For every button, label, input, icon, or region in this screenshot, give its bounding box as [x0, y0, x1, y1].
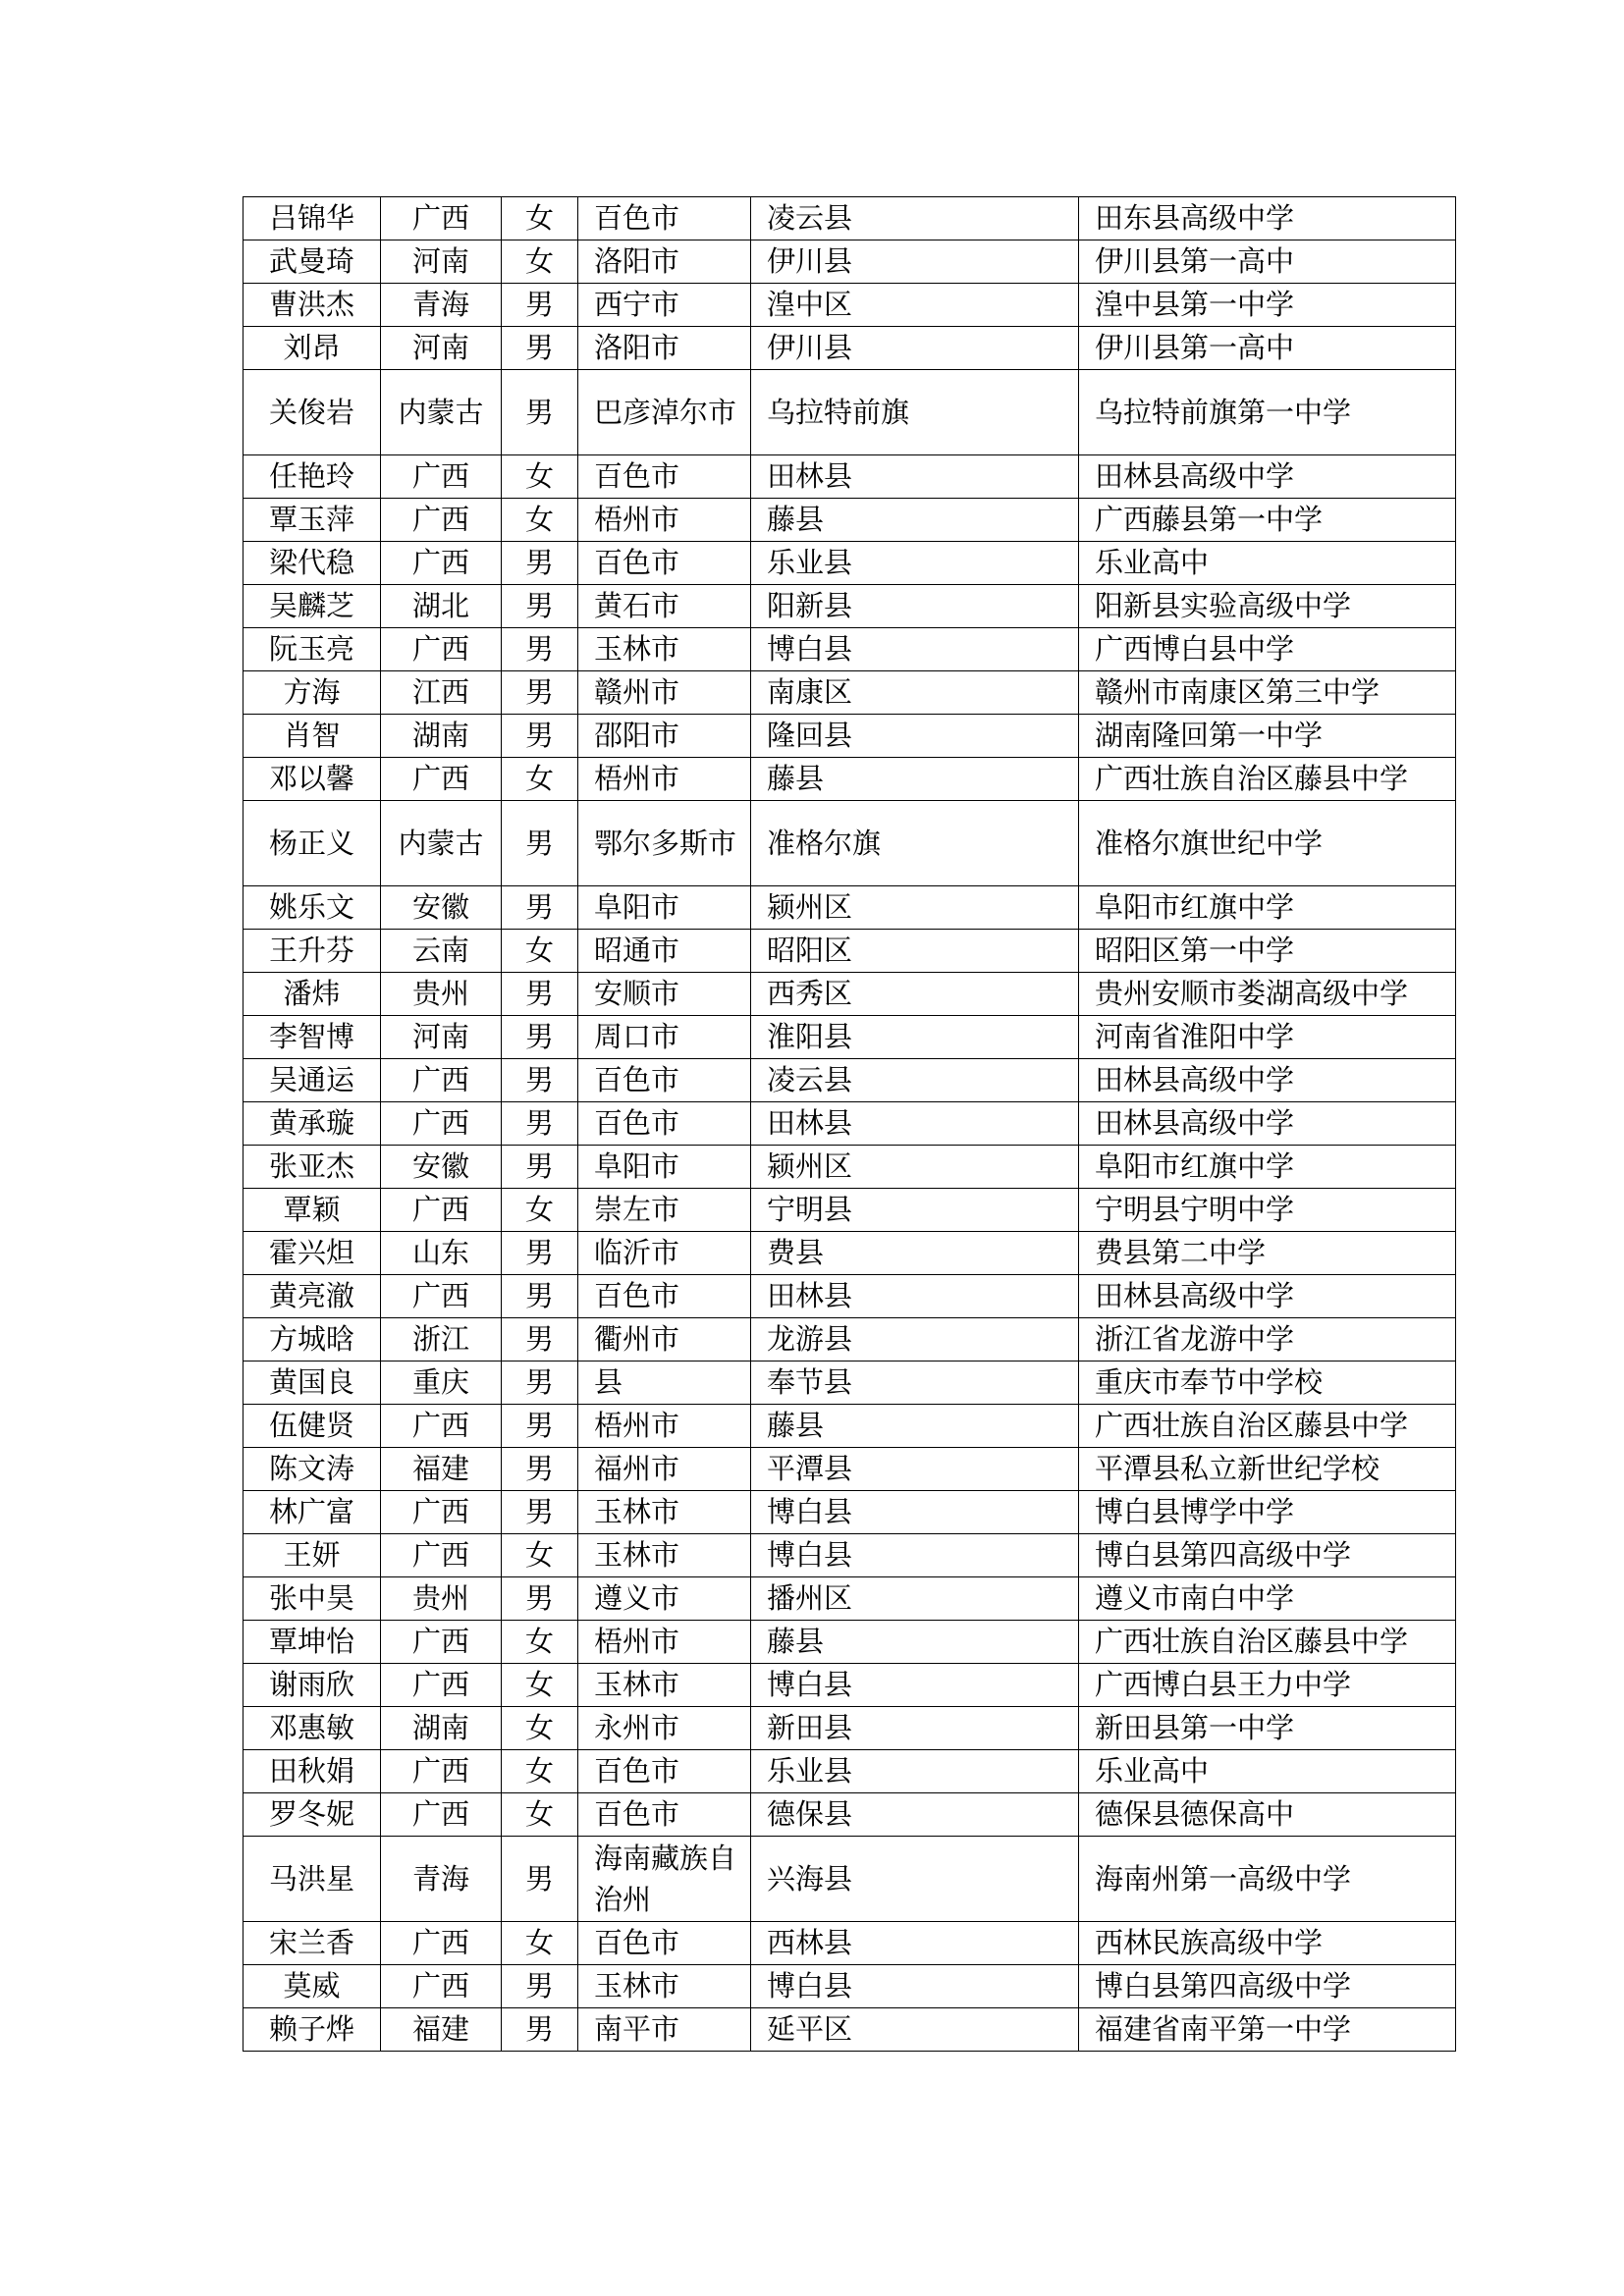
city-cell: 阜阳市 — [578, 1146, 751, 1189]
table-row — [244, 1146, 1456, 1189]
table-row — [244, 1448, 1456, 1491]
province-cell: 广西 — [381, 1534, 502, 1577]
city-cell: 百色市 — [578, 455, 751, 499]
table-row — [244, 1491, 1456, 1534]
gender-cell: 女 — [502, 1189, 578, 1232]
table-row — [244, 2008, 1456, 2052]
county-cell: 宁明县 — [751, 1189, 1079, 1232]
school-cell: 平潭县私立新世纪学校 — [1079, 1448, 1456, 1491]
name-cell: 梁代稳 — [244, 542, 381, 585]
city-cell: 赣州市 — [578, 671, 751, 715]
gender-cell: 男 — [502, 973, 578, 1016]
gender-cell: 女 — [502, 1750, 578, 1793]
province-cell: 广西 — [381, 1793, 502, 1837]
school-cell: 博白县第四高级中学 — [1079, 1534, 1456, 1577]
province-cell: 广西 — [381, 628, 502, 671]
name-cell: 潘炜 — [244, 973, 381, 1016]
gender-cell: 男 — [502, 1362, 578, 1405]
table-row — [244, 930, 1456, 973]
school-cell: 贵州安顺市娄湖高级中学 — [1079, 973, 1456, 1016]
table-row — [244, 801, 1456, 886]
school-cell: 广西壮族自治区藤县中学 — [1079, 758, 1456, 801]
gender-cell: 男 — [502, 1146, 578, 1189]
school-cell: 准格尔旗世纪中学 — [1079, 801, 1456, 886]
name-cell: 赖子烨 — [244, 2008, 381, 2052]
city-cell: 玉林市 — [578, 1491, 751, 1534]
name-cell: 王升芬 — [244, 930, 381, 973]
province-cell: 重庆 — [381, 1362, 502, 1405]
school-cell: 德保县德保高中 — [1079, 1793, 1456, 1837]
county-cell: 藤县 — [751, 499, 1079, 542]
city-cell: 安顺市 — [578, 973, 751, 1016]
county-cell: 平潭县 — [751, 1448, 1079, 1491]
roster-table-body — [244, 197, 1456, 2052]
province-cell: 云南 — [381, 930, 502, 973]
school-cell: 广西壮族自治区藤县中学 — [1079, 1621, 1456, 1664]
name-cell: 田秋娟 — [244, 1750, 381, 1793]
school-cell: 湟中县第一中学 — [1079, 284, 1456, 327]
county-cell: 乐业县 — [751, 1750, 1079, 1793]
province-cell: 广西 — [381, 499, 502, 542]
name-cell: 阮玉亮 — [244, 628, 381, 671]
county-cell: 兴海县 — [751, 1837, 1079, 1922]
gender-cell: 男 — [502, 1102, 578, 1146]
province-cell: 广西 — [381, 1750, 502, 1793]
city-cell: 玉林市 — [578, 1664, 751, 1707]
table-row — [244, 1793, 1456, 1837]
province-cell: 湖南 — [381, 715, 502, 758]
county-cell: 博白县 — [751, 1534, 1079, 1577]
city-cell: 鄂尔多斯市 — [578, 801, 751, 886]
table-row — [244, 1577, 1456, 1621]
county-cell: 藤县 — [751, 1405, 1079, 1448]
county-cell: 藤县 — [751, 758, 1079, 801]
table-row — [244, 1405, 1456, 1448]
province-cell: 河南 — [381, 240, 502, 284]
gender-cell: 女 — [502, 1793, 578, 1837]
name-cell: 覃颖 — [244, 1189, 381, 1232]
table-row — [244, 1837, 1456, 1922]
gender-cell: 女 — [502, 930, 578, 973]
name-cell: 马洪星 — [244, 1837, 381, 1922]
name-cell: 宋兰香 — [244, 1922, 381, 1965]
name-cell: 罗冬妮 — [244, 1793, 381, 1837]
gender-cell: 男 — [502, 1232, 578, 1275]
table-row — [244, 1965, 1456, 2008]
school-cell: 广西壮族自治区藤县中学 — [1079, 1405, 1456, 1448]
gender-cell: 男 — [502, 628, 578, 671]
county-cell: 伊川县 — [751, 327, 1079, 370]
school-cell: 田林县高级中学 — [1079, 1059, 1456, 1102]
table-row — [244, 1059, 1456, 1102]
province-cell: 贵州 — [381, 973, 502, 1016]
gender-cell: 男 — [502, 370, 578, 455]
gender-cell: 男 — [502, 2008, 578, 2052]
gender-cell: 男 — [502, 671, 578, 715]
city-cell: 百色市 — [578, 1059, 751, 1102]
table-row — [244, 240, 1456, 284]
province-cell: 福建 — [381, 2008, 502, 2052]
province-cell: 广西 — [381, 1275, 502, 1318]
name-cell: 王妍 — [244, 1534, 381, 1577]
province-cell: 山东 — [381, 1232, 502, 1275]
name-cell: 张亚杰 — [244, 1146, 381, 1189]
school-cell: 伊川县第一高中 — [1079, 327, 1456, 370]
roster-table — [243, 196, 1456, 2052]
gender-cell: 女 — [502, 499, 578, 542]
gender-cell: 男 — [502, 801, 578, 886]
county-cell: 颍州区 — [751, 886, 1079, 930]
table-row — [244, 1275, 1456, 1318]
table-row — [244, 1707, 1456, 1750]
city-cell: 周口市 — [578, 1016, 751, 1059]
school-cell: 广西博白县王力中学 — [1079, 1664, 1456, 1707]
gender-cell: 男 — [502, 1275, 578, 1318]
gender-cell: 女 — [502, 240, 578, 284]
table-row — [244, 585, 1456, 628]
county-cell: 准格尔旗 — [751, 801, 1079, 886]
table-row — [244, 671, 1456, 715]
name-cell: 邓以馨 — [244, 758, 381, 801]
province-cell: 广西 — [381, 455, 502, 499]
city-cell: 海南藏族自治州 — [578, 1837, 751, 1922]
school-cell: 田林县高级中学 — [1079, 455, 1456, 499]
school-cell: 福建省南平第一中学 — [1079, 2008, 1456, 2052]
province-cell: 江西 — [381, 671, 502, 715]
gender-cell: 女 — [502, 455, 578, 499]
province-cell: 贵州 — [381, 1577, 502, 1621]
school-cell: 新田县第一中学 — [1079, 1707, 1456, 1750]
table-row — [244, 1922, 1456, 1965]
city-cell: 玉林市 — [578, 628, 751, 671]
table-row — [244, 628, 1456, 671]
name-cell: 方城晗 — [244, 1318, 381, 1362]
name-cell: 陈文涛 — [244, 1448, 381, 1491]
name-cell: 杨正义 — [244, 801, 381, 886]
table-row — [244, 1621, 1456, 1664]
city-cell: 百色市 — [578, 1102, 751, 1146]
gender-cell: 男 — [502, 284, 578, 327]
city-cell: 南平市 — [578, 2008, 751, 2052]
county-cell: 颍州区 — [751, 1146, 1079, 1189]
name-cell: 李智博 — [244, 1016, 381, 1059]
name-cell: 姚乐文 — [244, 886, 381, 930]
county-cell: 博白县 — [751, 1664, 1079, 1707]
province-cell: 广西 — [381, 1965, 502, 2008]
name-cell: 关俊岩 — [244, 370, 381, 455]
gender-cell: 男 — [502, 542, 578, 585]
province-cell: 广西 — [381, 1102, 502, 1146]
city-cell: 昭通市 — [578, 930, 751, 973]
gender-cell: 男 — [502, 715, 578, 758]
name-cell: 吴通运 — [244, 1059, 381, 1102]
county-cell: 田林县 — [751, 1102, 1079, 1146]
province-cell: 青海 — [381, 1837, 502, 1922]
school-cell: 阜阳市红旗中学 — [1079, 1146, 1456, 1189]
province-cell: 广西 — [381, 1405, 502, 1448]
table-row — [244, 1102, 1456, 1146]
city-cell: 邵阳市 — [578, 715, 751, 758]
name-cell: 武曼琦 — [244, 240, 381, 284]
province-cell: 内蒙古 — [381, 370, 502, 455]
province-cell: 青海 — [381, 284, 502, 327]
gender-cell: 男 — [502, 1491, 578, 1534]
county-cell: 乐业县 — [751, 542, 1079, 585]
school-cell: 博白县博学中学 — [1079, 1491, 1456, 1534]
county-cell: 伊川县 — [751, 240, 1079, 284]
city-cell: 百色市 — [578, 1922, 751, 1965]
table-row — [244, 1016, 1456, 1059]
name-cell: 任艳玲 — [244, 455, 381, 499]
county-cell: 费县 — [751, 1232, 1079, 1275]
school-cell: 浙江省龙游中学 — [1079, 1318, 1456, 1362]
table-row — [244, 499, 1456, 542]
county-cell: 西秀区 — [751, 973, 1079, 1016]
table-row — [244, 973, 1456, 1016]
table-row — [244, 1664, 1456, 1707]
county-cell: 藤县 — [751, 1621, 1079, 1664]
gender-cell: 男 — [502, 1965, 578, 2008]
name-cell: 刘昂 — [244, 327, 381, 370]
county-cell: 阳新县 — [751, 585, 1079, 628]
city-cell: 阜阳市 — [578, 886, 751, 930]
province-cell: 广西 — [381, 758, 502, 801]
name-cell: 张中昊 — [244, 1577, 381, 1621]
gender-cell: 男 — [502, 1016, 578, 1059]
table-row — [244, 715, 1456, 758]
county-cell: 凌云县 — [751, 1059, 1079, 1102]
school-cell: 昭阳区第一中学 — [1079, 930, 1456, 973]
table-row — [244, 197, 1456, 240]
province-cell: 河南 — [381, 327, 502, 370]
county-cell: 奉节县 — [751, 1362, 1079, 1405]
city-cell: 梧州市 — [578, 758, 751, 801]
county-cell: 田林县 — [751, 455, 1079, 499]
gender-cell: 女 — [502, 1664, 578, 1707]
table-row — [244, 758, 1456, 801]
name-cell: 覃玉萍 — [244, 499, 381, 542]
city-cell: 福州市 — [578, 1448, 751, 1491]
table-row — [244, 327, 1456, 370]
school-cell: 湖南隆回第一中学 — [1079, 715, 1456, 758]
name-cell: 肖智 — [244, 715, 381, 758]
gender-cell: 男 — [502, 585, 578, 628]
county-cell: 南康区 — [751, 671, 1079, 715]
city-cell: 洛阳市 — [578, 240, 751, 284]
county-cell: 延平区 — [751, 2008, 1079, 2052]
gender-cell: 男 — [502, 1318, 578, 1362]
table-row — [244, 370, 1456, 455]
table-row — [244, 455, 1456, 499]
city-cell: 玉林市 — [578, 1965, 751, 2008]
city-cell: 洛阳市 — [578, 327, 751, 370]
school-cell: 遵义市南白中学 — [1079, 1577, 1456, 1621]
school-cell: 西林民族高级中学 — [1079, 1922, 1456, 1965]
province-cell: 内蒙古 — [381, 801, 502, 886]
county-cell: 乌拉特前旗 — [751, 370, 1079, 455]
province-cell: 河南 — [381, 1016, 502, 1059]
table-row — [244, 1534, 1456, 1577]
school-cell: 广西藤县第一中学 — [1079, 499, 1456, 542]
province-cell: 湖南 — [381, 1707, 502, 1750]
county-cell: 隆回县 — [751, 715, 1079, 758]
name-cell: 吴麟芝 — [244, 585, 381, 628]
school-cell: 赣州市南康区第三中学 — [1079, 671, 1456, 715]
school-cell: 阳新县实验高级中学 — [1079, 585, 1456, 628]
name-cell: 曹洪杰 — [244, 284, 381, 327]
city-cell: 百色市 — [578, 197, 751, 240]
name-cell: 黄承璇 — [244, 1102, 381, 1146]
name-cell: 邓惠敏 — [244, 1707, 381, 1750]
school-cell: 乐业高中 — [1079, 542, 1456, 585]
table-row — [244, 1362, 1456, 1405]
county-cell: 博白县 — [751, 1491, 1079, 1534]
gender-cell: 女 — [502, 1922, 578, 1965]
province-cell: 浙江 — [381, 1318, 502, 1362]
city-cell: 梧州市 — [578, 1621, 751, 1664]
school-cell: 海南州第一高级中学 — [1079, 1837, 1456, 1922]
province-cell: 广西 — [381, 1189, 502, 1232]
table-row — [244, 886, 1456, 930]
province-cell: 广西 — [381, 1491, 502, 1534]
city-cell: 百色市 — [578, 542, 751, 585]
city-cell: 黄石市 — [578, 585, 751, 628]
school-cell: 河南省淮阳中学 — [1079, 1016, 1456, 1059]
gender-cell: 女 — [502, 758, 578, 801]
province-cell: 广西 — [381, 1059, 502, 1102]
gender-cell: 女 — [502, 1707, 578, 1750]
province-cell: 广西 — [381, 542, 502, 585]
name-cell: 吕锦华 — [244, 197, 381, 240]
city-cell: 百色市 — [578, 1793, 751, 1837]
name-cell: 谢雨欣 — [244, 1664, 381, 1707]
gender-cell: 女 — [502, 1621, 578, 1664]
province-cell: 安徽 — [381, 1146, 502, 1189]
gender-cell: 男 — [502, 1059, 578, 1102]
county-cell: 博白县 — [751, 628, 1079, 671]
school-cell: 田林县高级中学 — [1079, 1102, 1456, 1146]
city-cell: 西宁市 — [578, 284, 751, 327]
name-cell: 林广富 — [244, 1491, 381, 1534]
table-row — [244, 1318, 1456, 1362]
school-cell: 宁明县宁明中学 — [1079, 1189, 1456, 1232]
gender-cell: 女 — [502, 197, 578, 240]
province-cell: 湖北 — [381, 585, 502, 628]
city-cell: 遵义市 — [578, 1577, 751, 1621]
school-cell: 博白县第四高级中学 — [1079, 1965, 1456, 2008]
city-cell: 梧州市 — [578, 1405, 751, 1448]
county-cell: 田林县 — [751, 1275, 1079, 1318]
city-cell: 巴彦淖尔市 — [578, 370, 751, 455]
city-cell: 崇左市 — [578, 1189, 751, 1232]
province-cell: 广西 — [381, 1664, 502, 1707]
name-cell: 黄国良 — [244, 1362, 381, 1405]
table-row — [244, 1750, 1456, 1793]
county-cell: 德保县 — [751, 1793, 1079, 1837]
city-cell: 县 — [578, 1362, 751, 1405]
county-cell: 新田县 — [751, 1707, 1079, 1750]
gender-cell: 男 — [502, 1837, 578, 1922]
school-cell: 广西博白县中学 — [1079, 628, 1456, 671]
school-cell: 乐业高中 — [1079, 1750, 1456, 1793]
name-cell: 覃坤怡 — [244, 1621, 381, 1664]
county-cell: 播州区 — [751, 1577, 1079, 1621]
table-row — [244, 1189, 1456, 1232]
school-cell: 费县第二中学 — [1079, 1232, 1456, 1275]
province-cell: 安徽 — [381, 886, 502, 930]
city-cell: 衢州市 — [578, 1318, 751, 1362]
province-cell: 广西 — [381, 1621, 502, 1664]
county-cell: 龙游县 — [751, 1318, 1079, 1362]
county-cell: 凌云县 — [751, 197, 1079, 240]
name-cell: 黄亮澈 — [244, 1275, 381, 1318]
gender-cell: 男 — [502, 1405, 578, 1448]
school-cell: 田林县高级中学 — [1079, 1275, 1456, 1318]
county-cell: 西林县 — [751, 1922, 1079, 1965]
city-cell: 百色市 — [578, 1750, 751, 1793]
name-cell: 方海 — [244, 671, 381, 715]
city-cell: 梧州市 — [578, 499, 751, 542]
gender-cell: 男 — [502, 886, 578, 930]
city-cell: 临沂市 — [578, 1232, 751, 1275]
province-cell: 广西 — [381, 1922, 502, 1965]
province-cell: 广西 — [381, 197, 502, 240]
county-cell: 湟中区 — [751, 284, 1079, 327]
school-cell: 伊川县第一高中 — [1079, 240, 1456, 284]
county-cell: 淮阳县 — [751, 1016, 1079, 1059]
province-cell: 福建 — [381, 1448, 502, 1491]
city-cell: 玉林市 — [578, 1534, 751, 1577]
table-row — [244, 284, 1456, 327]
gender-cell: 女 — [502, 1534, 578, 1577]
table-row — [244, 1232, 1456, 1275]
gender-cell: 男 — [502, 1448, 578, 1491]
city-cell: 百色市 — [578, 1275, 751, 1318]
name-cell: 霍兴炟 — [244, 1232, 381, 1275]
school-cell: 重庆市奉节中学校 — [1079, 1362, 1456, 1405]
city-cell: 永州市 — [578, 1707, 751, 1750]
name-cell: 伍健贤 — [244, 1405, 381, 1448]
gender-cell: 男 — [502, 1577, 578, 1621]
county-cell: 昭阳区 — [751, 930, 1079, 973]
school-cell: 乌拉特前旗第一中学 — [1079, 370, 1456, 455]
school-cell: 田东县高级中学 — [1079, 197, 1456, 240]
gender-cell: 男 — [502, 327, 578, 370]
school-cell: 阜阳市红旗中学 — [1079, 886, 1456, 930]
table-row — [244, 542, 1456, 585]
county-cell: 博白县 — [751, 1965, 1079, 2008]
name-cell: 莫威 — [244, 1965, 381, 2008]
